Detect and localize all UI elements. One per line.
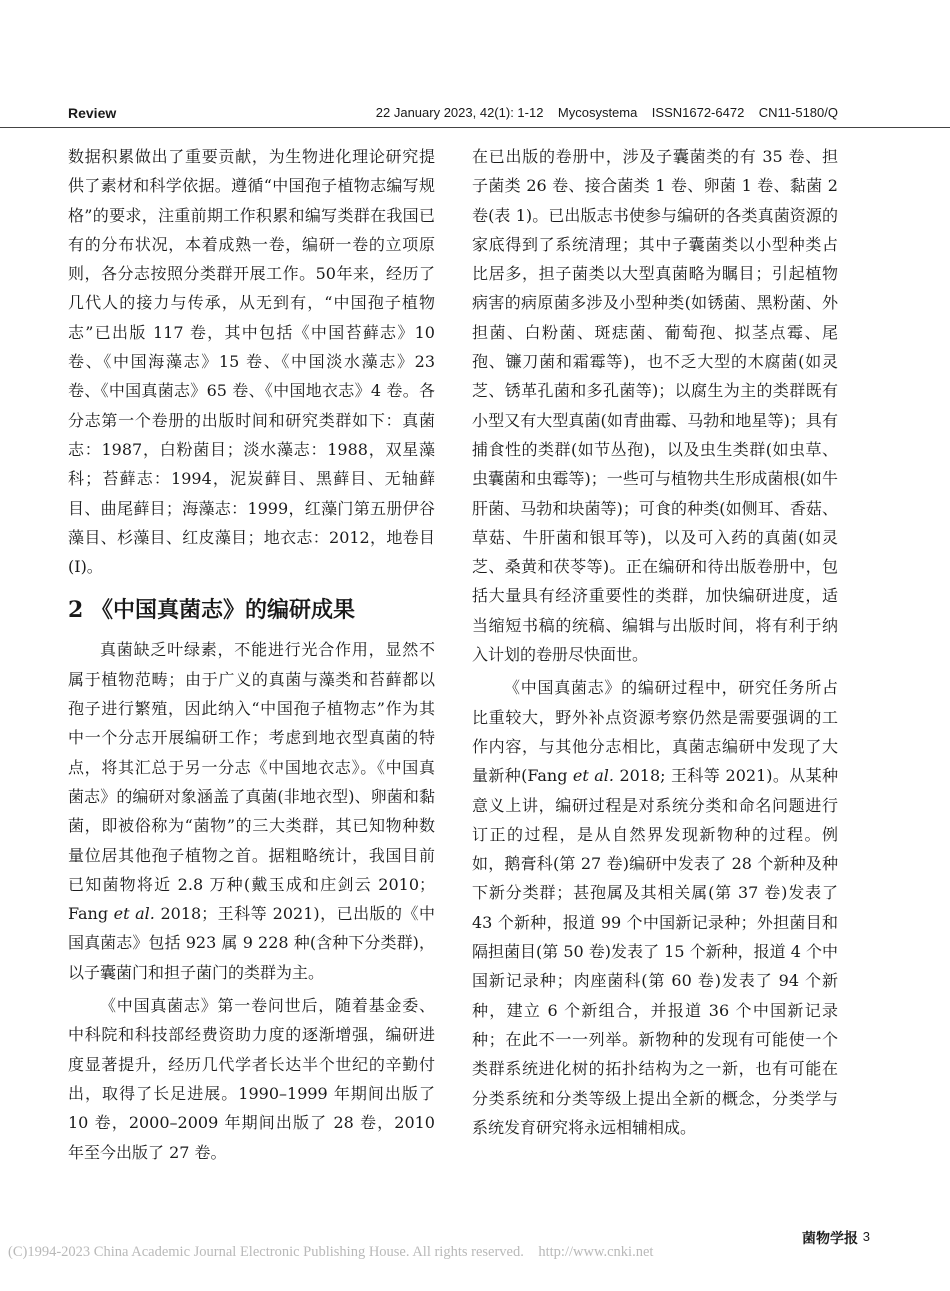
right-column xyxy=(472,142,838,1142)
article-type-label: Review xyxy=(68,105,117,121)
text-run-italic: et al. xyxy=(113,904,155,924)
header-divider xyxy=(0,127,950,128)
text-run-italic: et al. xyxy=(572,766,614,786)
text-run: 《中国真菌志》的编研过程中，研究任务所占比重较大，野外补点资源考察仍然是需要强调的工作内容，与其他分志相比，真菌志编研中发现了大量新种(Fang xyxy=(472,678,838,786)
paragraph: 《中国真菌志》第一卷问世后，随着基金委、中科院和科技部经费资助力度的逐渐增强，编研进度显著提升，经历几代学者长达半个世纪的辛勤付出，取得了长足进展。1990–1999 年期间出版了 10 卷，2000–2009 年期间出版了 28 卷，2010 年至今出版了 27 卷。 xyxy=(68,996,435,1162)
page-number: 3 xyxy=(862,1229,870,1244)
paragraph xyxy=(472,673,838,1142)
paragraph: 在已出版的卷册中，涉及子囊菌类的有 35 卷、担子菌类 26 卷、接合菌类 1 卷、卵菌 1 卷、黏菌 2 卷(表 1)。已出版志书使参与编研的各类真菌资源的家底得到了系统清理；其中子囊菌类以小型种类占比居多，担子菌类以大型真菌略为瞩目；引起植物病害的病原菌多涉及小型种类(如锈菌、黑粉菌、外担菌、白粉菌、斑痣菌、葡萄孢、拟茎点霉、尾孢、镰刀菌和霜霉等)，也不乏大型的木腐菌(如灵芝、锈革孔菌和多孔菌等)；以腐生为主的类群既有小型又有大型真菌(如青曲霉、马勃和地星等)；具有捕食性的类群(如节丛孢)，以及虫生类群(如虫草、虫囊菌和虫霉等)；一些可与植物共生形成菌根(如牛肝菌、马勃和块菌等)；可食的种类(如侧耳、香菇、草菇、牛肝菌和银耳等)，以及可入药的真菌(如灵芝、桑黄和茯苓等)。正在编研和待出版卷册中，包括大量具有经济重要性的类群，加快编研进度，适当缩短书稿的统稿、编辑与出版时间，将有利于纳入计划的卷册尽快面世。 xyxy=(472,147,838,665)
left-column xyxy=(68,142,435,1167)
text-run: 2018；王科等 2021)，已出版的《中国真菌志》包括 923 属 9 228 种(含种下分类群)，以子囊菌门和担子菌门的类群为主。 xyxy=(68,904,435,982)
running-header xyxy=(68,103,838,125)
text-run: 2018; 王科等 2021)。从某种意义上讲，编研过程是对系统分类和命名问题进行订正的过程，是从自然界发现新物种的过程。例如，鹅膏科(第 27 卷)编研中发表了 28 个新种及种下新分类群；甚孢属及其相关属(第 37 卷)发表了 43 个新种，报道 99 个中国新记录种；外担菌目和隔担菌目(第 50 卷)发表了 15 个新种，报道 4 个中国新记录种；肉座菌科(第 60 卷)发表了 94 个新种，建立 6 个新组合，并报道 36 个中国新记录种；在此不一一列举。新物种的发现有可能使一个类群系统进化树的拓扑结构为之一新，也有可能在分类系统和分类等级上提出全新的概念，分类学与系统发育研究将永远相辅相成。 xyxy=(472,766,838,1137)
footer-journal-name: 菌物学报 xyxy=(802,1231,858,1247)
text-run: 真菌缺乏叶绿素，不能进行光合作用，显然不属于植物范畴；由于广义的真菌与藻类和苔藓都以孢子进行繁殖，因此纳入“中国孢子植物志”作为其中一个分志开展编研工作；考虑到地衣型真菌的特点，将其汇总于另一分志《中国地衣志》。《中国真菌志》的编研对象涵盖了真菌(非地衣型)、卵菌和黏菌，即被俗称为“菌物”的三大类群，其已知物种数量位居其他孢子植物之首。据粗略统计，我国目前已知菌物将近 2.8 万种(戴玉成和庄剑云 2010；Fang xyxy=(68,640,435,924)
paragraph: 数据积累做出了重要贡献，为生物进化理论研究提供了素材和科学依据。遵循“中国孢子植物志编写规格”的要求，注重前期工作积累和编写类群在我国已有的分布状况，本着成熟一卷，编研一卷的立项原则，各分志按照分类群开展工作。50年来，经历了几代人的接力与传承，从无到有，“中国孢子植物志”已出版 117 卷，其中包括《中国苔藓志》10 卷、《中国海藻志》15 卷、《中国淡水藻志》23 卷、《中国真菌志》65 卷、《中国地衣志》4 卷。各分志第一个卷册的出版时间和研究类群如下：真菌志：1987，白粉菌目；淡水藻志：1988，双星藻科；苔藓志：1994，泥炭藓目、黑藓目、无轴藓目、曲尾藓目；海藻志：1999，红藻门第五册伊谷藻目、杉藻目、红皮藻目；地衣志：2012，地卷目(Ⅰ)。 xyxy=(68,147,435,577)
section-heading: 2 《中国真菌志》的编研成果 xyxy=(68,597,355,624)
journal-citation: 22 January 2023, 42(1): 1-12 Mycosystema ISSN1672-6472 CN11-5180/Q xyxy=(375,105,838,120)
paragraph xyxy=(68,635,435,987)
copyright-watermark: (C)1994-2023 China Academic Journal Electronic Publishing House. All rights reserved. http://www.cnki.net xyxy=(8,1244,654,1260)
